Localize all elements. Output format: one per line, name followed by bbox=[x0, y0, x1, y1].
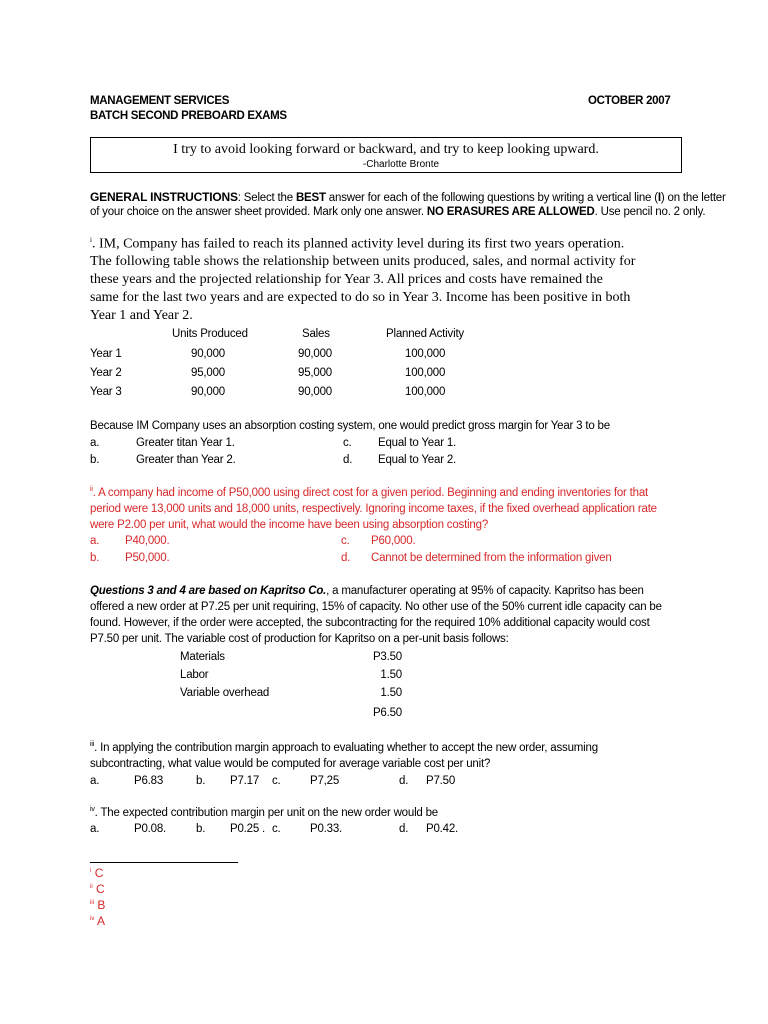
cost-item: Materials bbox=[180, 651, 225, 663]
choice-letter: d. bbox=[399, 775, 409, 787]
q1-line-5: Year 1 and Year 2. bbox=[90, 308, 193, 323]
choice-text: Equal to Year 1. bbox=[378, 437, 457, 449]
choice-text: P0.08. bbox=[134, 823, 167, 835]
table-cell-planned: 100,000 bbox=[405, 348, 446, 360]
q2-line-3: were P2.00 per unit, what would the income have been using absorption costing? bbox=[90, 519, 489, 531]
cost-value: 1.50 bbox=[380, 669, 402, 681]
q1-line-4: same for the last two years and are expected to do so in Year 3. Income has been positive in both bbox=[90, 290, 631, 305]
choice-letter: d. bbox=[399, 823, 409, 835]
footnote-item: $^i$ C bbox=[90, 866, 104, 880]
table-cell-units: 90,000 bbox=[191, 348, 225, 360]
choice-letter: c. bbox=[341, 535, 350, 547]
table-cell-sales: 90,000 bbox=[298, 348, 332, 360]
cost-item: Labor bbox=[180, 669, 209, 681]
table-row-year: Year 1 bbox=[90, 348, 122, 360]
q34-intro-line-3: found. However, if the order were accepted, the subcontracting for the required 10% additional capacity would cost bbox=[90, 617, 650, 629]
q3-line-2: subcontracting, what value would be computed for average variable cost per unit? bbox=[90, 758, 491, 770]
instructions-line1: GENERAL INSTRUCTIONS: Select the BEST answer for each of the following questions by writing a vertical line (I) on the letter bbox=[90, 190, 726, 204]
choice-text: P7,25 bbox=[310, 775, 340, 787]
q2-line-2: period were 13,000 units and 18,000 units, respectively. Ignoring income taxes, if the fixed overhead application rate bbox=[90, 503, 657, 515]
q3-line-1: $^{iii}$. In applying the contribution margin approach to evaluating whether to accept the new order, assuming bbox=[90, 741, 598, 754]
choice-text: P60,000. bbox=[371, 535, 416, 547]
cost-total: P6.50 bbox=[372, 707, 402, 719]
choice-text: Equal to Year 2. bbox=[378, 454, 457, 466]
table-cell-units: 90,000 bbox=[191, 386, 225, 398]
table-cell-sales: 90,000 bbox=[298, 386, 332, 398]
header-title: MANAGEMENT SERVICES bbox=[90, 95, 230, 107]
header-date: OCTOBER 2007 bbox=[588, 95, 671, 107]
q2-line-1: $^{ii}$. A company had income of P50,000 using direct cost for a given period. Beginning and ending inventories for that bbox=[90, 486, 649, 499]
choice-text: P0.33. bbox=[310, 823, 343, 835]
choice-letter: a. bbox=[90, 823, 100, 835]
quote-author: -Charlotte Bronte bbox=[362, 159, 440, 170]
table-row-year: Year 2 bbox=[90, 367, 122, 379]
table-header-units: Units Produced bbox=[172, 328, 248, 340]
choice-text: P7.50 bbox=[426, 775, 456, 787]
choice-letter: b. bbox=[90, 552, 100, 564]
choice-letter: c. bbox=[343, 437, 352, 449]
q4-line-1: $^{iv}$. The expected contribution margin per unit on the new order would be bbox=[90, 806, 439, 819]
footnote-divider bbox=[90, 862, 238, 863]
choice-text: Greater than Year 2. bbox=[136, 454, 236, 466]
table-cell-planned: 100,000 bbox=[405, 367, 446, 379]
choice-letter: a. bbox=[90, 775, 100, 787]
choice-text: Cannot be determined from the information given bbox=[371, 552, 612, 564]
choice-text: P7.17 bbox=[230, 775, 260, 787]
choice-text: P50,000. bbox=[125, 552, 170, 564]
footnote-item: $^{ii}$ C bbox=[90, 882, 105, 896]
instructions-line2: of your choice on the answer sheet provided. Mark only one answer. NO ERASURES ARE ALLOWED. Use pencil no. 2 only. bbox=[90, 206, 706, 218]
choice-text: Greater titan Year 1. bbox=[136, 437, 235, 449]
q1-question: Because IM Company uses an absorption costing system, one would predict gross margin for Year 3 to be bbox=[90, 420, 610, 432]
choice-text: P0.25 . bbox=[230, 823, 266, 835]
header-subtitle: BATCH SECOND PREBOARD EXAMS bbox=[90, 110, 287, 122]
q1-line-1: $^i$. IM, Company has failed to reach its planned activity level during its first two years operation. bbox=[90, 236, 625, 252]
table-header-sales: Sales bbox=[302, 328, 330, 340]
q1-line-2: The following table shows the relationship between units produced, sales, and normal activity for bbox=[90, 254, 636, 269]
footnote-item: $^{iii}$ B bbox=[90, 898, 106, 912]
choice-letter: a. bbox=[90, 437, 100, 449]
choice-letter: d. bbox=[341, 552, 351, 564]
table-cell-units: 95,000 bbox=[191, 367, 225, 379]
cost-value: 1.50 bbox=[380, 687, 402, 699]
choice-letter: c. bbox=[272, 823, 281, 835]
choice-letter: b. bbox=[196, 775, 206, 787]
cost-value: P3.50 bbox=[372, 651, 402, 663]
choice-letter: b. bbox=[196, 823, 206, 835]
choice-letter: a. bbox=[90, 535, 100, 547]
cost-item: Variable overhead bbox=[180, 687, 270, 699]
quote-text: I try to avoid looking forward or backward, and try to keep looking upward. bbox=[173, 142, 599, 157]
choice-letter: c. bbox=[272, 775, 281, 787]
footnote-item: $^{iv}$ A bbox=[90, 914, 106, 928]
quote-box bbox=[90, 137, 682, 173]
choice-text: P0.42. bbox=[426, 823, 459, 835]
q34-intro-line-1: Questions 3 and 4 are based on Kapritso Co., a manufacturer operating at 95% of capacity. Kapritso has been bbox=[90, 585, 644, 597]
q1-line-3: these years and the projected relationship for Year 3. All prices and costs have remained the bbox=[90, 272, 603, 287]
choice-letter: d. bbox=[343, 454, 353, 466]
table-header-planned: Planned Activity bbox=[386, 328, 464, 340]
table-cell-sales: 95,000 bbox=[298, 367, 332, 379]
table-cell-planned: 100,000 bbox=[405, 386, 446, 398]
choice-text: P6.83 bbox=[134, 775, 164, 787]
choice-letter: b. bbox=[90, 454, 100, 466]
table-row-year: Year 3 bbox=[90, 386, 122, 398]
q34-intro-line-2: offered a new order at P7.25 per unit requiring, 15% of capacity. No other use of the 50% current idle capacity can be bbox=[90, 601, 662, 613]
choice-text: P40,000. bbox=[125, 535, 170, 547]
q34-intro-line-4: P7.50 per unit. The variable cost of production for Kapritso on a per-unit basis follows: bbox=[90, 633, 509, 645]
